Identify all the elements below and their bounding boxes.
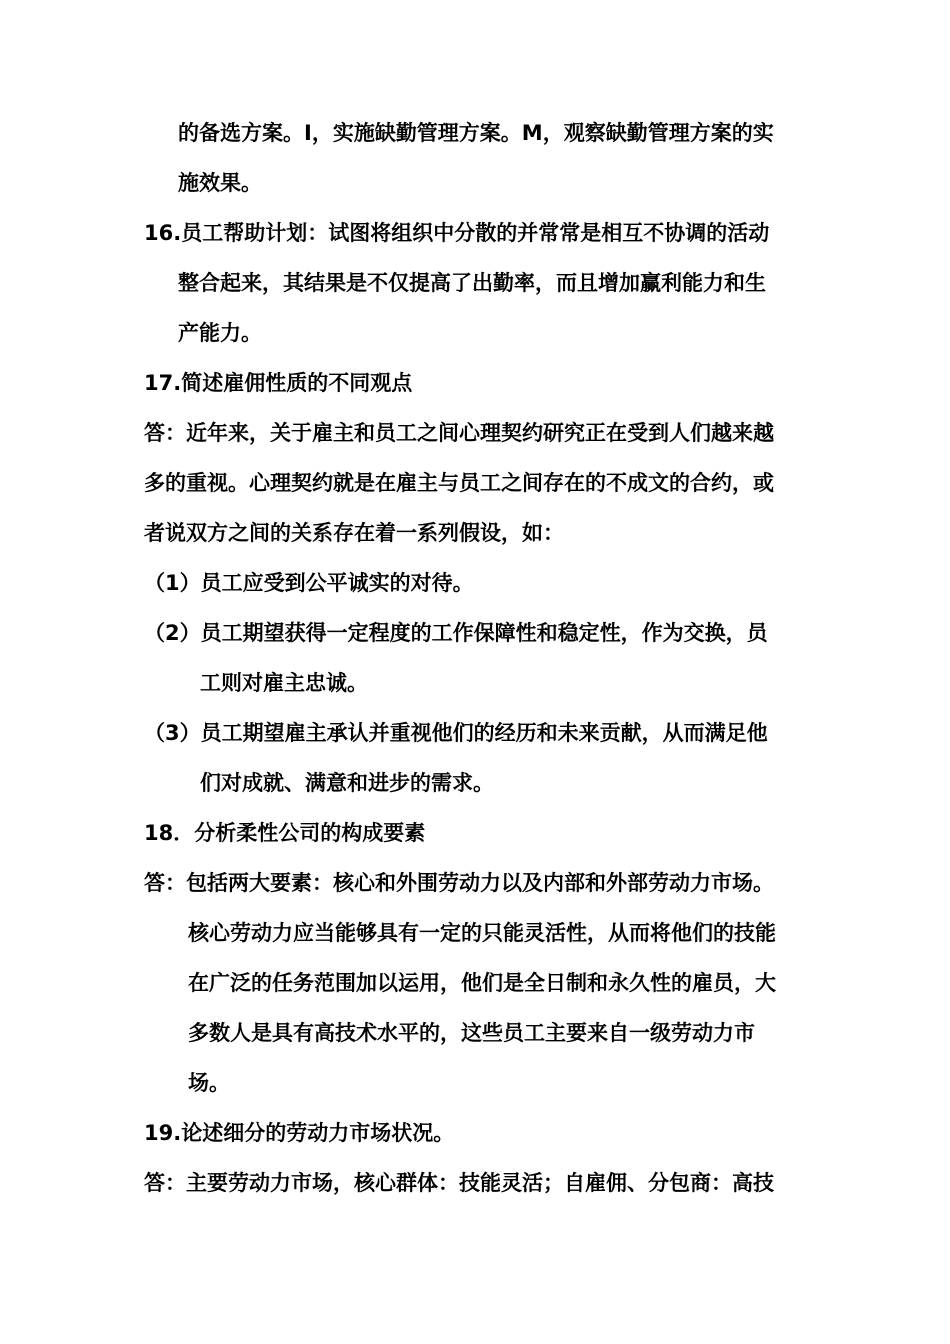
- list-item-3: （3）员工期望雇主承认并重视他们的经历和未来贡献，从而满足他: [144, 721, 768, 745]
- answer-17-line: 答：近年来，关于雇主和员工之间心理契约研究正在受到人们越来越: [144, 421, 774, 445]
- item-19-heading: 19.论述细分的劳动力市场状况。: [144, 1121, 455, 1145]
- answer-17-line: 者说双方之间的关系存在着一系列假设，如：: [144, 521, 564, 545]
- list-item-3-cont: 们对成就、满意和进步的需求。: [200, 771, 494, 795]
- answer-17-line: 多的重视。心理契约就是在雇主与员工之间存在的不成文的合约，或: [144, 471, 774, 495]
- item-16-heading: 16.员工帮助计划：试图将组织中分散的并常常是相互不协调的活动: [144, 221, 770, 245]
- list-item-2: （2）员工期望获得一定程度的工作保障性和稳定性，作为交换，员: [144, 621, 768, 645]
- item-18-heading: 18．分析柔性公司的构成要素: [144, 821, 426, 845]
- answer-19-line: 答：主要劳动力市场，核心群体：技能灵活；自雇佣、分包商：高技: [144, 1171, 774, 1195]
- list-item-1: （1）员工应受到公平诚实的对待。: [144, 571, 474, 595]
- list-item-2-cont: 工则对雇主忠诚。: [200, 671, 368, 695]
- answer-18-line: 多数人是具有高技术水平的，这些员工主要来自一级劳动力市: [188, 1021, 755, 1045]
- answer-18-line: 场。: [188, 1071, 230, 1095]
- answer-18-line: 在广泛的任务范围加以运用，他们是全日制和永久性的雇员，大: [188, 971, 776, 995]
- text-line: 的备选方案。I，实施缺勤管理方案。M，观察缺勤管理方案的实: [178, 121, 774, 145]
- answer-18-line: 核心劳动力应当能够具有一定的只能灵活性，从而将他们的技能: [188, 921, 776, 945]
- item-17-heading: 17.简述雇佣性质的不同观点: [144, 371, 413, 395]
- text-line: 整合起来，其结果是不仅提高了出勤率，而且增加赢利能力和生: [178, 271, 766, 295]
- answer-18-line: 答：包括两大要素：核心和外围劳动力以及内部和外部劳动力市场。: [144, 871, 774, 895]
- text-line: 产能力。: [178, 321, 262, 345]
- text-line: 施效果。: [178, 171, 262, 195]
